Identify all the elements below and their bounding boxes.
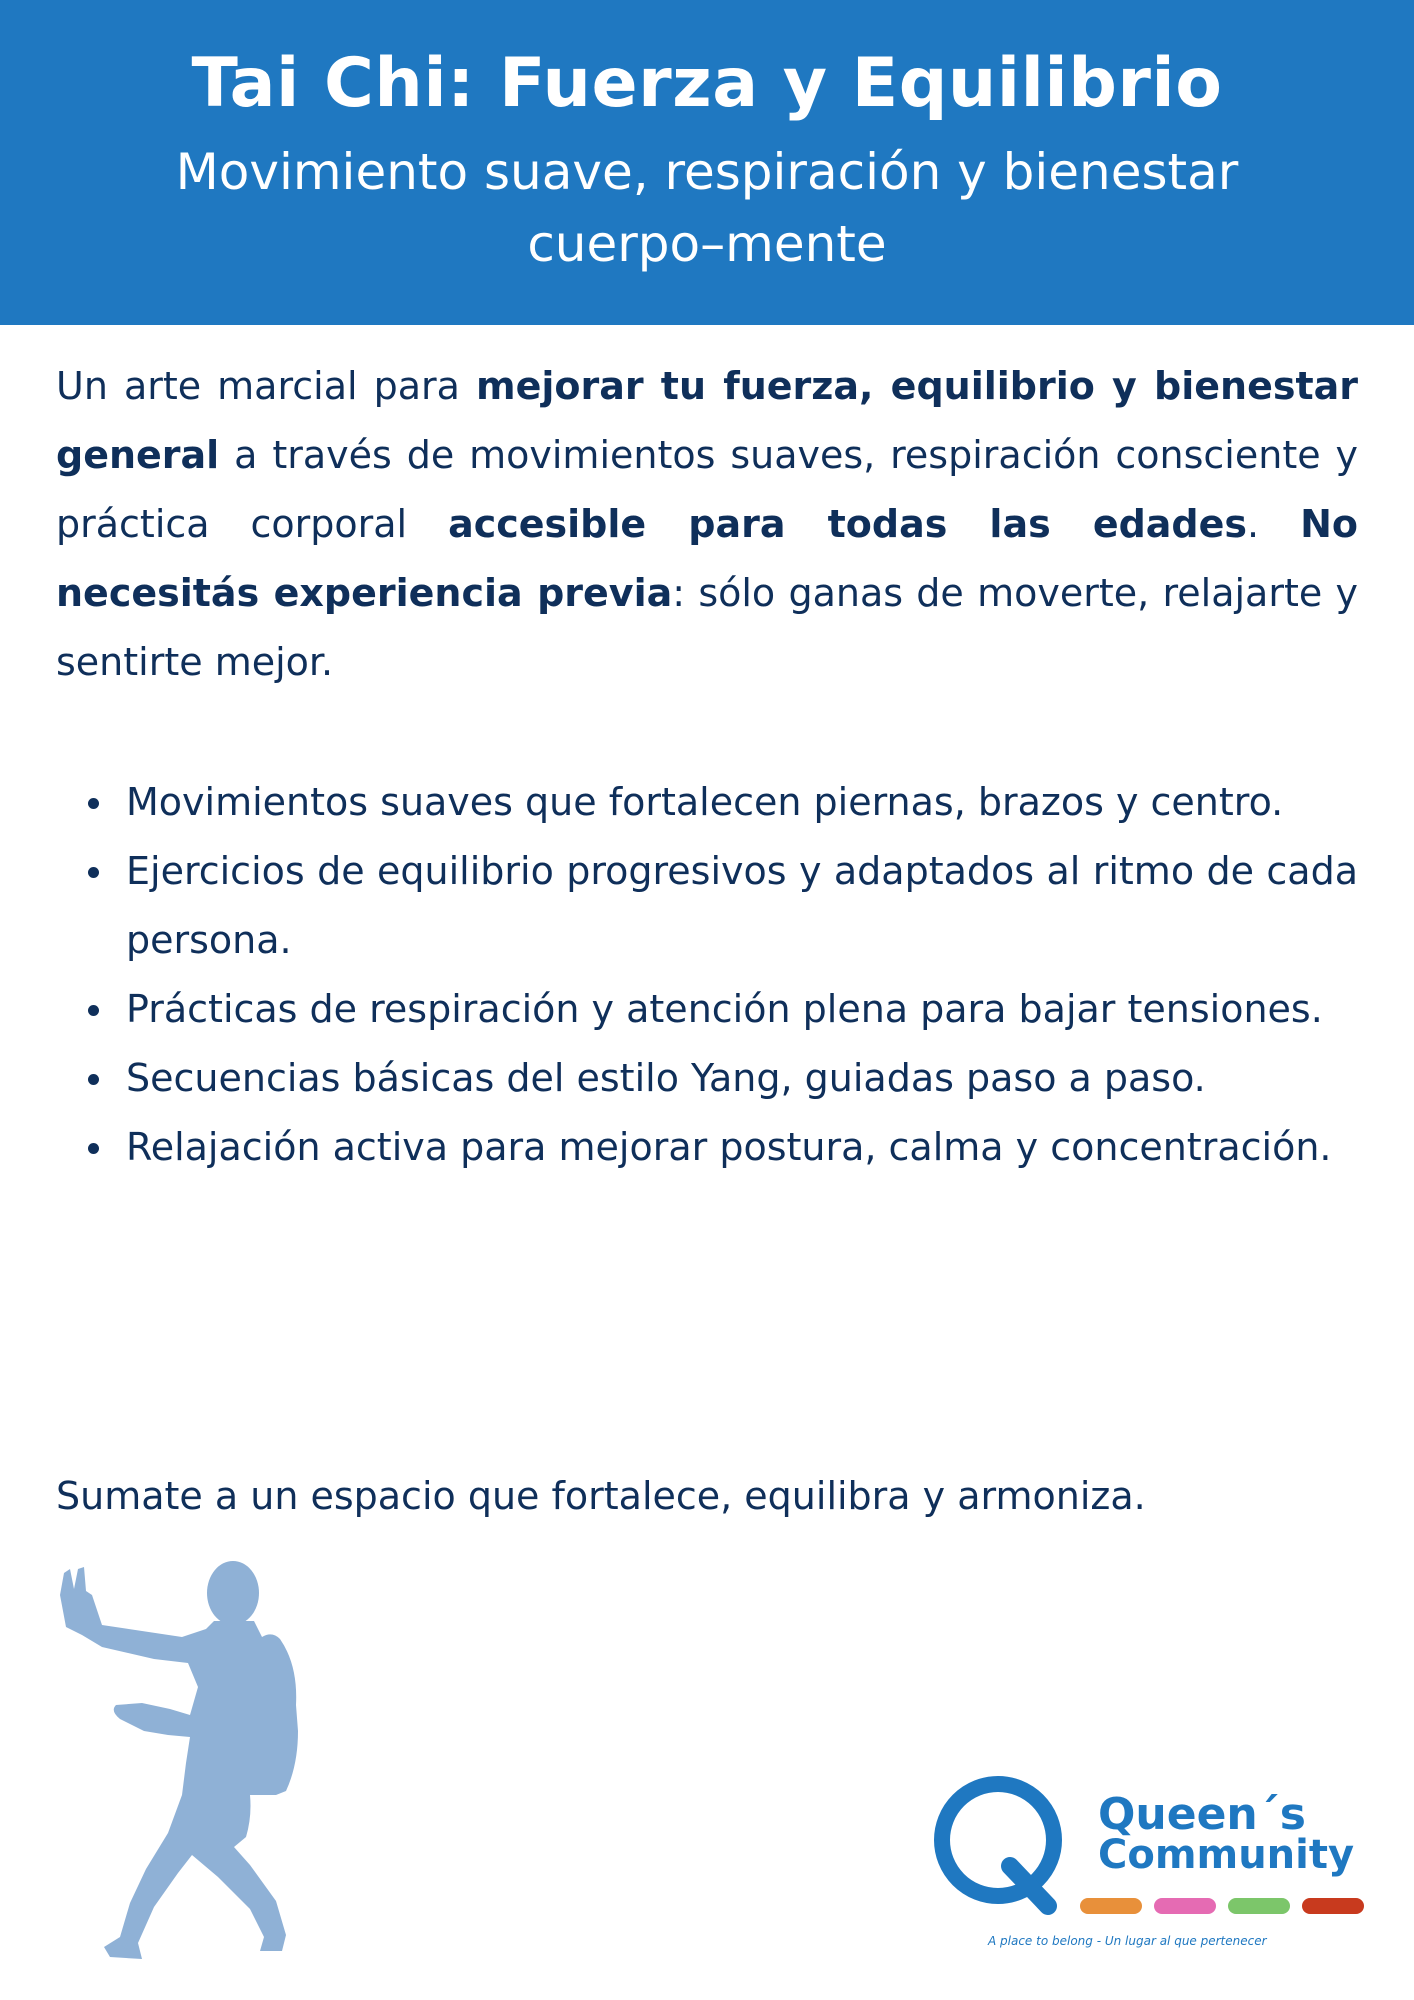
logo-color-dots	[1080, 1898, 1370, 1916]
logo-dot	[1080, 1898, 1142, 1914]
logo-tagline: A place to belong - Un lugar al que pertenecer	[988, 1934, 1267, 1948]
list-item: Movimientos suaves que fortalecen piernas, brazos y centro.	[56, 768, 1358, 837]
queens-community-logo	[928, 1770, 1368, 1970]
q-logo-icon	[928, 1770, 1078, 1920]
page-subtitle: Movimiento suave, respiración y bienestar cuerpo–mente	[175, 143, 1239, 273]
logo-dot	[1154, 1898, 1216, 1914]
tai-chi-figure-icon	[50, 1555, 370, 1975]
logo-dot	[1302, 1898, 1364, 1914]
intro-highlight: No necesitás experiencia previa	[56, 502, 1358, 615]
intro-segment: : sólo ganas de moverte, relajarte y sentirte mejor.	[56, 571, 1358, 684]
logo-name-line1: Queen´s	[1098, 1789, 1306, 1840]
list-item: Secuencias básicas del estilo Yang, guiadas paso a paso.	[56, 1044, 1358, 1113]
logo-dot	[1228, 1898, 1290, 1914]
intro-segment: .	[1247, 502, 1301, 546]
list-item: Ejercicios de equilibrio progresivos y adaptados al ritmo de cada persona.	[56, 837, 1358, 975]
header-banner	[0, 0, 1414, 325]
intro-highlight: accesible para todas las edades	[448, 502, 1248, 546]
logo-name-line2: Community	[1098, 1832, 1355, 1878]
intro-highlight: mejorar tu fuerza, equilibrio y bienestar general	[56, 364, 1359, 477]
feature-list	[56, 768, 1358, 1182]
intro-segment: a través de movimientos suaves, respiración consciente y práctica corporal	[56, 433, 1358, 546]
closing-text: Sumate a un espacio que fortalece, equilibra y armoniza.	[56, 1474, 1146, 1518]
page-title: Tai Chi: Fuerza y Equilibrio	[191, 44, 1223, 123]
list-item: Prácticas de respiración y atención plena para bajar tensiones.	[56, 975, 1358, 1044]
intro-paragraph	[56, 352, 1358, 697]
list-item: Relajación activa para mejorar postura, calma y concentración.	[56, 1113, 1358, 1182]
intro-segment: Un arte marcial para	[56, 364, 476, 408]
